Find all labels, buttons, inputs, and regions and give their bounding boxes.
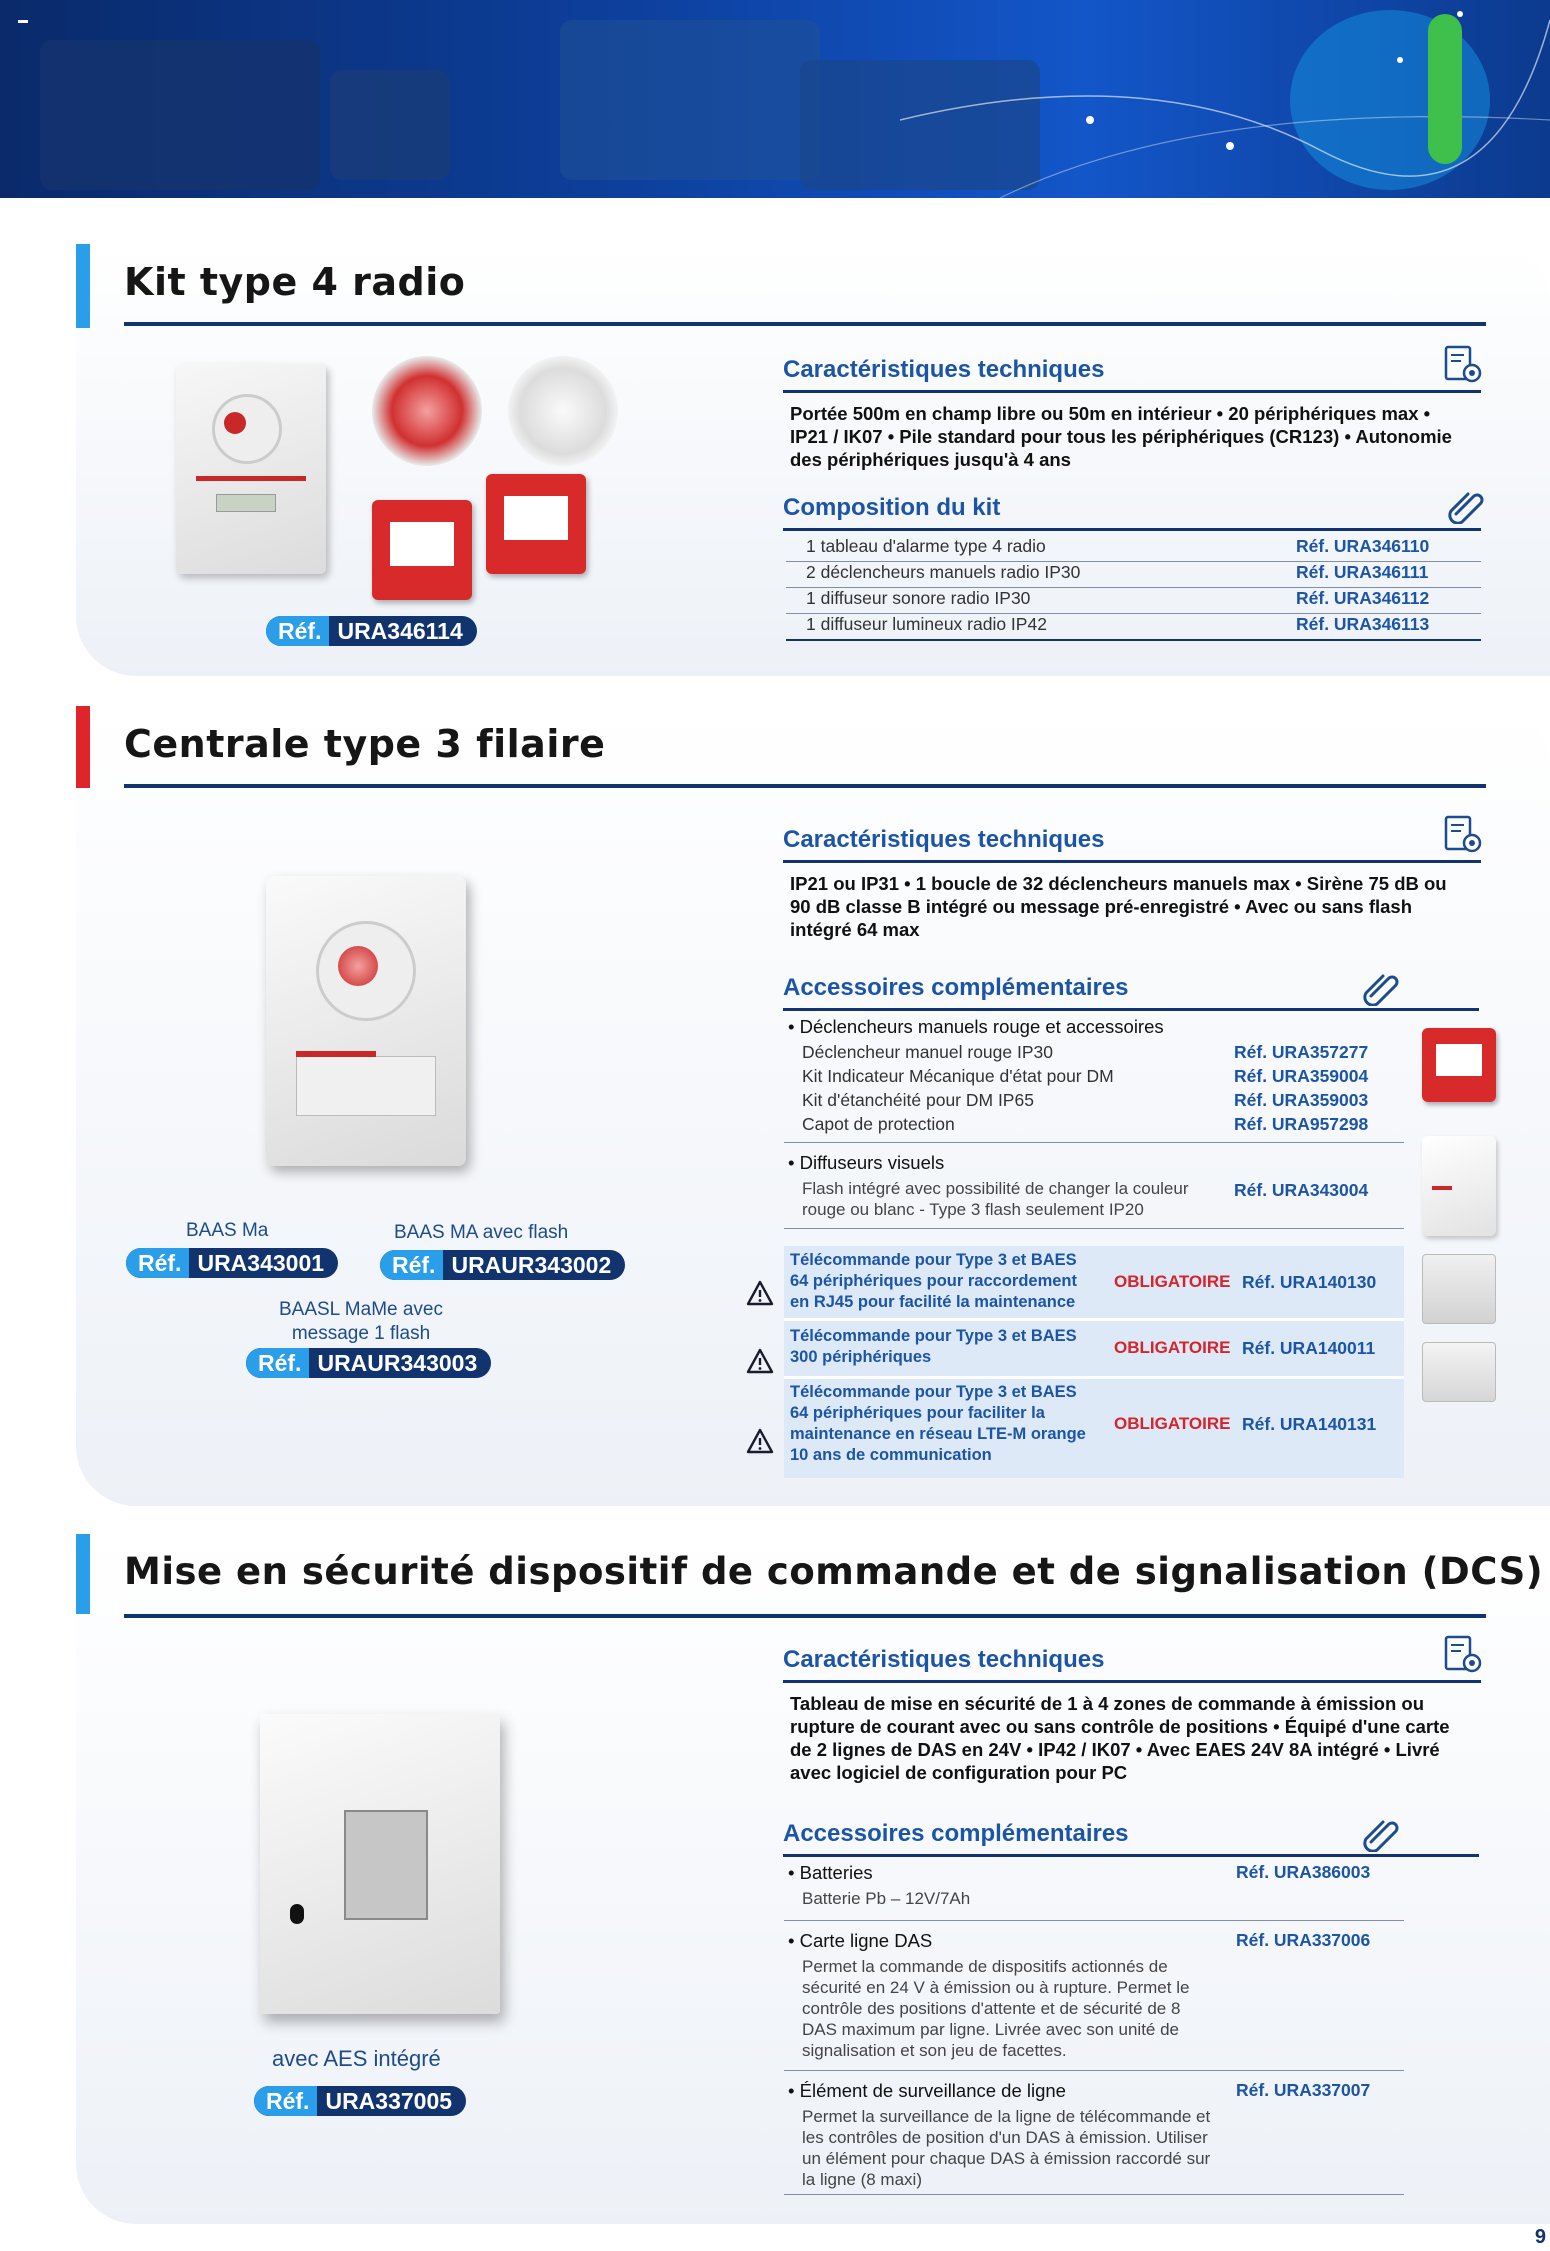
- accessory-ref: Réf. URA386003: [1236, 1862, 1371, 1882]
- accessory-item: Déclencheur manuel rouge IP30: [802, 1042, 1053, 1062]
- section-accent-bar: [76, 1534, 90, 1614]
- accessory-group-label: • Diffuseurs visuels: [788, 1152, 945, 1173]
- composition-ref: Réf. URA346111: [1296, 562, 1429, 582]
- accessory-ref: Réf. URA359004: [1234, 1066, 1369, 1086]
- section-title: Mise en sécurité dispositif de commande et de signalisation (DCS): [124, 1550, 1544, 1593]
- tech-specs-text: Tableau de mise en sécurité de 1 à 4 zones de commande à émission ou rupture de courant avec ou sans contrôle de positions • Équipé d'une carte de 2 lignes de DAS en 24V • IP42 / IK07 • Avec EAES 24V 8A intégré • Livré avec logiciel de configuration pour PC: [790, 1693, 1450, 1783]
- accessory-ref: Réf. URA357277: [1234, 1042, 1369, 1062]
- remote-module-image: [1422, 1254, 1496, 1324]
- section-dcs: [76, 1534, 1550, 2224]
- accessory-group-label: • Élément de surveillance de ligne: [788, 2080, 1066, 2101]
- paperclip-icon: [1361, 1812, 1401, 1852]
- flag-icon: [18, 20, 28, 23]
- accessory-description: Flash intégré avec possibilité de changer la couleur rouge ou blanc - Type 3 flash seulement IP20: [802, 1179, 1189, 1219]
- accessory-ref: Réf. URA337007: [1236, 2080, 1371, 2100]
- mandatory-label: OBLIGATOIRE: [1114, 1338, 1231, 1357]
- section-title-rule: [124, 1614, 1486, 1618]
- mandatory-label: OBLIGATOIRE: [1114, 1272, 1231, 1291]
- product-caption: BAASL MaMe avec message 1 flash: [278, 1299, 444, 1344]
- section-title-rule: [124, 784, 1486, 788]
- settings-document-icon: [1443, 1634, 1485, 1676]
- ref-value: URA346114: [337, 617, 463, 644]
- composition-item: 2 déclencheurs manuels radio IP30: [806, 562, 1081, 582]
- section-title: Kit type 4 radio: [124, 260, 466, 304]
- accessory-item: Kit d'étanchéité pour DM IP65: [802, 1090, 1034, 1110]
- divider: [784, 2070, 1404, 2071]
- product-reference-badge: [246, 1348, 491, 1378]
- divider: [784, 1318, 1404, 1321]
- accessory-group-label: • Carte ligne DAS: [788, 1930, 933, 1951]
- ref-label: Réf.: [246, 1348, 309, 1378]
- mandatory-label: OBLIGATOIRE: [1114, 1414, 1231, 1433]
- section-kit-type4-radio: [76, 244, 1550, 676]
- composition-ref: Réf. URA346112: [1296, 588, 1430, 608]
- accessory-item: Kit Indicateur Mécanique d'état pour DM: [802, 1066, 1114, 1086]
- settings-document-icon: [1443, 814, 1485, 856]
- remote-description: Télécommande pour Type 3 et BAES 64 périphériques pour faciliter la maintenance en réseau LTE-M orange 10 ans de communication: [790, 1383, 1086, 1464]
- product-caption: BAAS Ma: [186, 1220, 269, 1241]
- ref-value: URAUR343002: [451, 1251, 612, 1278]
- accessory-group-label: • Batteries: [788, 1862, 873, 1883]
- section-accent-bar: [76, 706, 90, 788]
- ref-value: URA343001: [197, 1249, 325, 1276]
- tech-specs-heading: Caractéristiques techniques: [783, 356, 1481, 393]
- tech-specs-heading: Caractéristiques techniques: [783, 1646, 1481, 1683]
- divider: [784, 1376, 1404, 1379]
- accessory-description: Batterie Pb – 12V/7Ah: [802, 1889, 971, 1908]
- composition-item: 1 diffuseur lumineux radio IP42: [806, 614, 1047, 634]
- ref-value: URAUR343003: [317, 1349, 478, 1376]
- kit-composition-heading: Composition du kit: [783, 494, 1481, 531]
- warning-icon: [746, 1280, 774, 1306]
- tech-specs-text: Portée 500m en champ libre ou 50m en intérieur • 20 périphériques max • IP21 / IK07 • Pile standard pour tous les périphériques (CR123) • Autonomie des périphériques jusqu'à 4 ans: [790, 403, 1452, 470]
- composition-ref: Réf. URA346110: [1296, 536, 1430, 556]
- paperclip-icon: [1446, 484, 1486, 524]
- ref-label: Réf.: [266, 616, 329, 646]
- accessory-item: Capot de protection: [802, 1114, 955, 1134]
- warning-icon: [746, 1348, 774, 1374]
- ref-label: Réf.: [380, 1250, 443, 1280]
- accessory-group-label: • Déclencheurs manuels rouge et accessoires: [788, 1016, 1164, 1037]
- warning-icon: [746, 1428, 774, 1454]
- composition-item: 1 diffuseur sonore radio IP30: [806, 588, 1031, 608]
- remote-module-image: [1422, 1342, 1496, 1402]
- section-centrale-type3-filaire: [76, 706, 1550, 1506]
- paperclip-icon: [1361, 966, 1401, 1006]
- ref-label: Réf.: [254, 2086, 317, 2116]
- accessory-ref: Réf. URA337006: [1236, 1930, 1371, 1950]
- centrale-product-image: [266, 876, 466, 1166]
- page-number: 9: [1534, 2226, 1546, 2248]
- divider: [784, 2194, 1404, 2195]
- dcs-cabinet-image: [260, 1714, 500, 2014]
- remote-description: Télécommande pour Type 3 et BAES 64 périphériques pour raccordement en RJ45 pour facilité la maintenance: [790, 1251, 1078, 1311]
- remote-description: Télécommande pour Type 3 et BAES 300 périphériques: [790, 1327, 1077, 1366]
- product-reference-badge: [380, 1250, 625, 1280]
- remote-ref: Réf. URA140130: [1242, 1272, 1377, 1292]
- accessory-description: Permet la commande de dispositifs actionnés de sécurité en 24 V à émission ou à rupture. Permet le contrôle des positions d'attente et de sécurité de 8 DAS maximum par ligne. Livrée avec son unité de signalisation et son jeu de facettes.: [802, 1957, 1190, 2060]
- ref-label: Réf.: [126, 1248, 189, 1278]
- product-reference-badge: [126, 1248, 338, 1278]
- accessory-ref: Réf. URA359003: [1234, 1090, 1369, 1110]
- divider: [786, 639, 1481, 641]
- header-banner-image: [0, 0, 1550, 198]
- divider: [784, 1228, 1404, 1229]
- manual-call-point-image: [1422, 1028, 1496, 1102]
- divider: [784, 1920, 1404, 1921]
- product-reference-badge: [254, 2086, 466, 2116]
- divider: [784, 1142, 1404, 1143]
- composition-item: 1 tableau d'alarme type 4 radio: [806, 536, 1046, 556]
- product-caption: BAAS MA avec flash: [394, 1222, 569, 1243]
- tech-specs-heading: Caractéristiques techniques: [783, 826, 1481, 863]
- accessory-ref: Réf. URA343004: [1234, 1180, 1369, 1200]
- settings-document-icon: [1443, 344, 1485, 386]
- accessories-heading: Accessoires complémentaires: [783, 1820, 1479, 1857]
- remote-ref: Réf. URA140131: [1242, 1414, 1377, 1434]
- composition-ref: Réf. URA346113: [1296, 614, 1430, 634]
- tech-specs-text: IP21 ou IP31 • 1 boucle de 32 déclencheurs manuels max • Sirène 75 dB ou 90 dB classe B intégré ou message pré-enregistré • Avec ou sans flash intégré 64 max: [790, 873, 1447, 940]
- accessory-description: Permet la surveillance de la ligne de télécommande et les contrôles de position d'un DAS à émission. Utiliser un élément pour chaque DAS à émission raccordé sur la ligne (8 maxi): [802, 2107, 1211, 2189]
- remote-ref: Réf. URA140011: [1242, 1338, 1376, 1358]
- accessories-heading: Accessoires complémentaires: [783, 974, 1479, 1011]
- product-reference-badge: [266, 616, 477, 646]
- accessory-ref: Réf. URA957298: [1234, 1114, 1369, 1134]
- visual-flash-image: [1422, 1136, 1496, 1236]
- section-title: Centrale type 3 filaire: [124, 722, 606, 766]
- ref-value: URA337005: [325, 2087, 453, 2114]
- section-accent-bar: [76, 244, 90, 328]
- section-title-rule: [124, 322, 1486, 326]
- product-caption: avec AES intégré: [272, 2046, 441, 2071]
